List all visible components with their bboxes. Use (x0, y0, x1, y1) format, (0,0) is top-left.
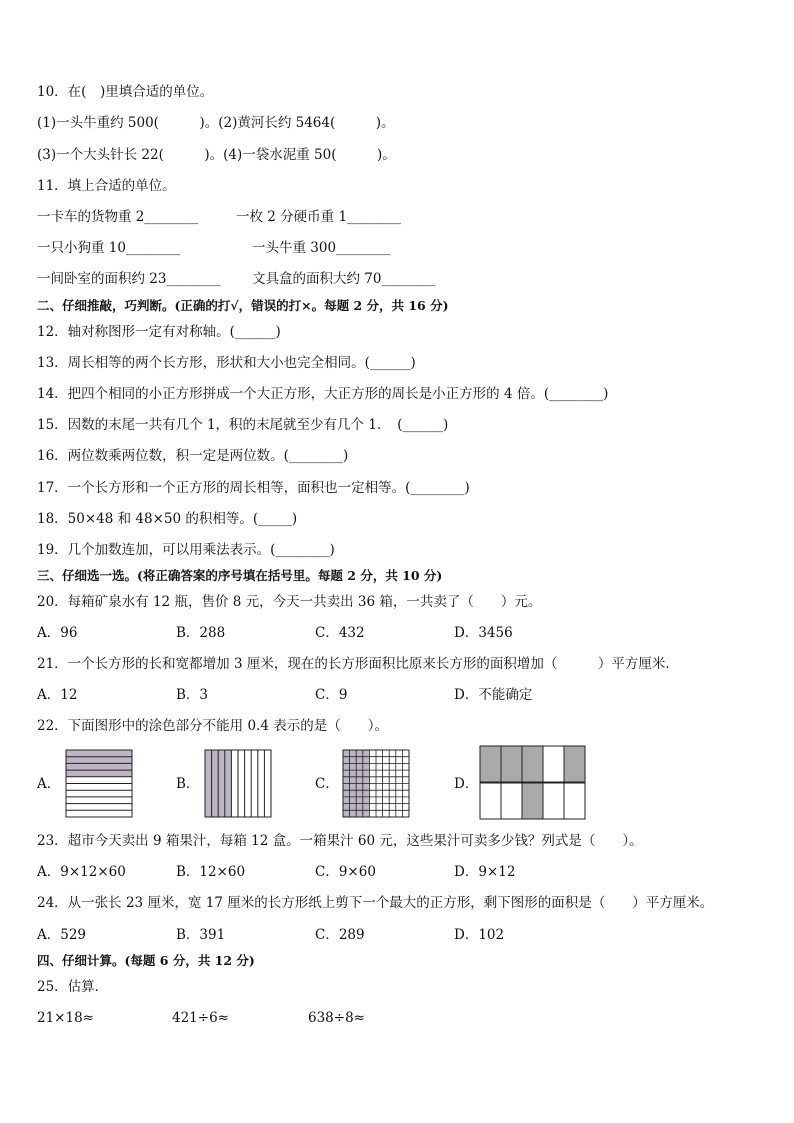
q22-option-b: B． (176, 776, 200, 792)
q23-option-a: A．9×12×60 (37, 864, 126, 880)
q19: 19．几个加数连加，可以用乘法表示。(________) (37, 542, 335, 558)
q23-option-c: C．9×60 (315, 864, 376, 880)
q11-item-d: 一头牛重 300________ (252, 240, 391, 256)
q22-option-d: D． (454, 776, 479, 792)
q23-stem: 23．超市今天卖出 9 箱果汁，每箱 12 盒。一箱果汁 60 元，这些果汁可卖多少钱？列式是（ ）。 (37, 833, 643, 849)
figure-d-shaded-cell (480, 746, 501, 783)
q22-figure-d (479, 745, 586, 820)
q11-stem: 11．填上合适的单位。 (37, 178, 176, 194)
q11-item-a: 一卡车的货物重 2________ (37, 209, 199, 225)
q20-option-b: B．288 (176, 625, 226, 641)
q22-option-c: C． (315, 776, 339, 792)
figure-d-shaded-cell (564, 746, 585, 783)
q11-item-f: 文具盒的面积大约 70________ (252, 271, 436, 287)
q10-stem: 10．在( )里填合适的单位。 (37, 84, 214, 100)
figure-d-shaded-cell (522, 783, 543, 820)
q25-item-2: 421÷6≈ (172, 1010, 229, 1026)
section-4-heading: 四、仔细计算。(每题 6 分，共 12 分) (37, 953, 255, 968)
q12: 12．轴对称图形一定有对称轴。(______) (37, 324, 281, 340)
q21-option-a: A．12 (37, 687, 78, 703)
q24-option-c: C．289 (315, 927, 365, 943)
q20-option-d: D．3456 (454, 625, 513, 641)
q10-line-1: (1)一头牛重约 500( )。(2)黄河长约 5464( )。 (37, 115, 395, 131)
q24-stem: 24．从一张长 23 厘米，宽 17 厘米的长方形纸上剪下一个最大的正方形，剩下图形的面积是（ ）平方厘米。 (37, 895, 714, 911)
q24-option-a: A．529 (37, 927, 87, 943)
q24-option-d: D．102 (454, 927, 505, 943)
q14: 14．把四个相同的小正方形拼成一个大正方形，大正方形的周长是小正方形的 4 倍。(________) (37, 386, 609, 402)
q23-option-b: B．12×60 (176, 864, 246, 880)
q11-item-e: 一间卧室的面积约 23________ (37, 271, 221, 287)
q17: 17．一个长方形和一个正方形的周长相等，面积也一定相等。(________) (37, 480, 470, 496)
q25-item-3: 638÷8≈ (308, 1010, 365, 1026)
q20-option-a: A．96 (37, 625, 78, 641)
q20-option-c: C．432 (315, 625, 365, 641)
q11-item-c: 一只小狗重 10________ (37, 240, 180, 256)
q20-stem: 20．每箱矿泉水有 12 瓶，售价 8 元，今天一共卖出 36 箱，一共卖了（ ）元。 (37, 594, 542, 610)
q11-item-b: 一枚 2 分硬币重 1________ (236, 209, 402, 225)
q25-stem: 25．估算． (37, 979, 109, 995)
figure-d-shaded-cell (501, 746, 522, 783)
q13: 13．周长相等的两个长方形，形状和大小也完全相同。(______) (37, 355, 416, 371)
q22-figure-a (65, 749, 133, 818)
q21-option-d: D．不能确定 (454, 687, 533, 703)
q21-stem: 21．一个长方形的长和宽都增加 3 厘米，现在的长方形面积比原来长方形的面积增加（ ）平方厘米． (37, 656, 679, 672)
q23-option-d: D．9×12 (454, 864, 516, 880)
q22-figure-c (342, 749, 410, 818)
q25-item-1: 21×18≈ (37, 1010, 94, 1026)
figure-d-shaded-cell (522, 746, 543, 783)
q22-figure-b (204, 749, 272, 818)
section-2-heading: 二、仔细推敲，巧判断。(正确的打√，错误的打×。每题 2 分，共 16 分) (37, 298, 449, 313)
q10-line-2: (3)一个大头针长 22( )。(4)一袋水泥重 50( )。 (37, 147, 396, 163)
q21-option-c: C．9 (315, 687, 348, 703)
q16: 16．两位数乘两位数，积一定是两位数。(________) (37, 448, 349, 464)
q22-stem: 22．下面图形中的涂色部分不能用 0.4 表示的是（ ）。 (37, 718, 388, 734)
q22-option-a: A． (37, 776, 61, 792)
q18: 18．50×48 和 48×50 的积相等。(_____) (37, 511, 298, 527)
q21-option-b: B．3 (176, 687, 209, 703)
section-3-heading: 三、仔细选一选。(将正确答案的序号填在括号里。每题 2 分，共 10 分) (37, 568, 443, 583)
q15: 15．因数的末尾一共有几个 1，积的末尾就至少有几个 1． (______) (37, 417, 449, 433)
q24-option-b: B．391 (176, 927, 226, 943)
